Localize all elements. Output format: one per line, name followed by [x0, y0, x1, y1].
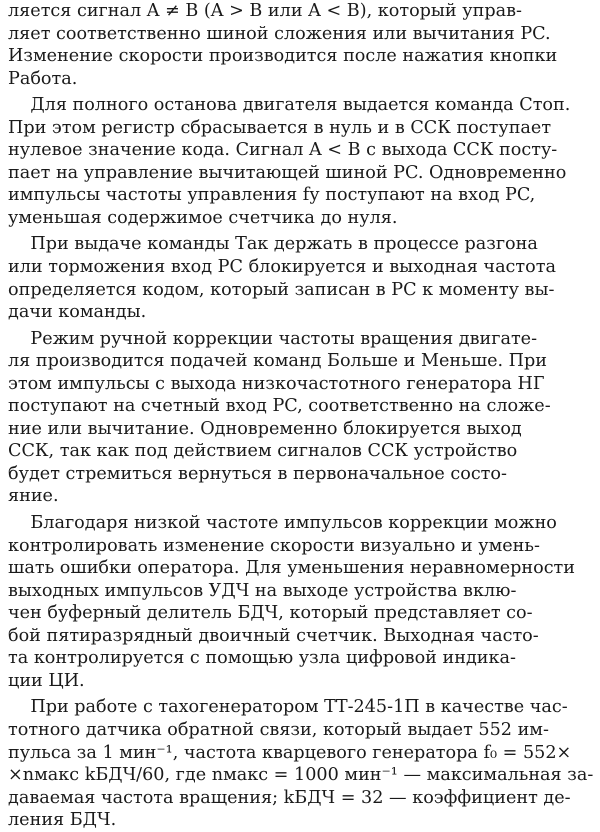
text-line: Благодаря низкой частоте импульсов коррекции можно	[8, 513, 557, 534]
text-line: этом импульсы с выхода низкочастотного генератора НГ	[8, 373, 545, 394]
text-line: При работе с тахогенератором ТТ-245-1П в качестве час-	[8, 697, 568, 718]
paragraph-2	[8, 94, 594, 229]
text-line: ляет соответственно шиной сложения или вычитания PC.	[8, 23, 551, 44]
text-line: дачи команды.	[8, 302, 147, 323]
text-line: При этом регистр сбрасывается в нуль и в ССК поступает	[8, 117, 552, 138]
document-page	[8, 0, 594, 832]
text-line: уменьшая содержимое счетчика до нуля.	[8, 207, 398, 228]
text-line: поступают на счетный вход PC, соответственно на сложе-	[8, 396, 551, 417]
paragraph-4	[8, 328, 594, 508]
text-line: ления БДЧ.	[8, 810, 117, 831]
text-line: та контролируется с помощью узла цифровой индика-	[8, 648, 516, 669]
text-line: импульсы частоты управления fу поступают на вход PC,	[8, 185, 536, 206]
text-line: будет стремиться вернуться в первоначальное состо-	[8, 463, 507, 484]
text-line: выходных импульсов УДЧ на выходе устройства вклю-	[8, 580, 517, 601]
paragraph-6	[8, 696, 594, 831]
text-line: определяется кодом, который записан в PC к моменту вы-	[8, 279, 555, 300]
text-line: Изменение скорости производится после нажатия кнопки	[8, 46, 558, 67]
text-line: бой пятиразрядный двоичный счетчик. Выходная часто-	[8, 625, 539, 646]
text-line: ССК, так как под действием сигналов ССК устройство	[8, 441, 518, 462]
text-line: пульса за 1 мин⁻¹, частота кварцевого генератора f₀ = 552×	[8, 742, 572, 763]
text-line: яние.	[8, 486, 59, 507]
text-line: ×nмакс kБДЧ/60, где nмакс = 1000 мин⁻¹ — максимальная за-	[8, 765, 594, 786]
paragraph-1	[8, 0, 594, 90]
text-line: даваемая частота вращения; kБДЧ = 32 — коэффициент де-	[8, 787, 571, 808]
text-line: шать ошибки оператора. Для уменьшения неравномерности	[8, 558, 576, 579]
text-line: или торможения вход PC блокируется и выходная частота	[8, 257, 556, 278]
text-line: контролировать изменение скорости визуально и умень-	[8, 535, 540, 556]
text-line: пает на управление вычитающей шиной PC. Одновременно	[8, 162, 567, 183]
text-line: При выдаче команды Так держать в процессе разгона	[8, 234, 538, 255]
paragraph-5	[8, 512, 594, 692]
text-line: ние или вычитание. Одновременно блокируется выход	[8, 418, 522, 439]
text-line: ции ЦИ.	[8, 670, 85, 691]
text-line: тотного датчика обратной связи, который выдает 552 им-	[8, 719, 549, 740]
text-line: Работа.	[8, 68, 78, 89]
text-line: ляется сигнал A ≠ B (A > B или A < B), который управ-	[8, 1, 522, 21]
text-line: Для полного останова двигателя выдается команда Стоп.	[8, 95, 571, 116]
paragraph-3	[8, 233, 594, 323]
text-line: чен буферный делитель БДЧ, который представляет со-	[8, 603, 533, 624]
text-line: ля производится подачей команд Больше и Меньше. При	[8, 351, 547, 372]
text-line: нулевое значение кода. Сигнал A < B с выхода ССК посту-	[8, 140, 558, 161]
text-line: Режим ручной коррекции частоты вращения двигате-	[8, 328, 538, 349]
